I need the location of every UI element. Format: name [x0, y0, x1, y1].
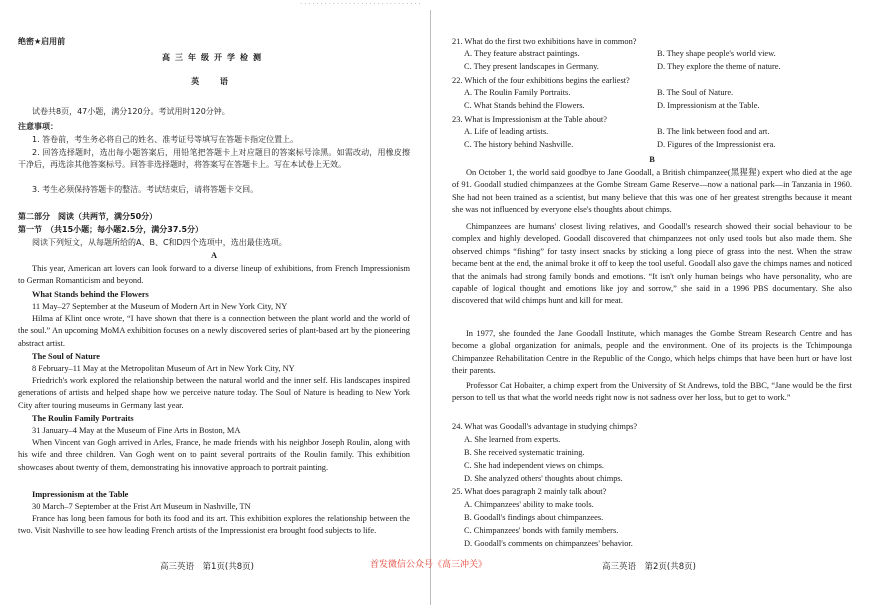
exhibit-2-body: Friedrich's work explored the relationship between the natural world and the inner self. His landscapes inspired generations of artists and helped shape how we perceive nature today. The Soul of Nature is heading to New York City after touring museums in Germany last year. — [18, 376, 410, 410]
note-3: 3. 考生必须保持答题卡的整洁。考试结束后，请将答题卡交回。 — [32, 185, 259, 194]
question-23-option-d: D. Figures of the Impressionist era. — [657, 140, 776, 149]
question-22-option-a: A. The Roulin Family Portraits. — [464, 88, 571, 97]
passage-a-intro: This year, American art lovers can look forward to a diverse lineup of exhibitions, from French Impressionism to German Romanticism and beyond. — [18, 264, 410, 286]
passage-b-paragraph-3: In 1977, she founded the Jane Goodall Institute, which manages the Gombe Stream Research Centre and has become a global organization for animals, people and the environment. One of its projects is the Tchimpounga Chimpanzee Rehabilitation Centre in the Republic of the Congo, which helps chimps that have been hurt or have lost their parents. — [452, 329, 852, 376]
question-23-options-row-2 — [452, 140, 852, 152]
page-2-footer: 高三英语 第2页(共8页) — [602, 562, 696, 572]
passage-b-paragraph-2: Chimpanzees are humans' closest living relatives, and Goodall's research showed their social behaviour to be complex and highly developed. Goodall discovered that chimpanzees not only used tools but also made them. She observed chimps “fishing” for tasty insect snacks by sticking a long piece of grass into the nest. When the straw became bent at the end, the animal broke it off to keep the tool useful. Goodall also gave the chimps names and noticed that the animals had strong family bonds and emotions. “It isn't only human beings who have personality, who are capable of logical thought and emotions like joy and sorrow,” she said in a 1996 PBS documentary. She also discovered that wild chimps hunt and kill for meat. — [452, 222, 852, 306]
question-24-option-a: A. She learned from experts. — [464, 435, 561, 444]
question-21-option-c: C. They present landscapes in Germany. — [464, 62, 599, 71]
exhibit-4-date: 30 March–7 September at the Frist Art Museum in Nashville, TN — [32, 502, 251, 511]
passage-b-paragraph-4: Professor Cat Hobaiter, a chimp expert from the University of St Andrews, told the BBC, “Jane would be the first person to tell us that what the world needs right now is not sadness over her loss, but to get to work.” — [452, 381, 852, 403]
question-24-option-b: B. She received systematic training. — [464, 448, 585, 457]
question-21-options-row-1 — [452, 49, 852, 61]
exhibit-1-heading: What Stands behind the Flowers — [32, 290, 149, 299]
page-divider — [430, 10, 431, 605]
question-22-stem: 22. Which of the four exhibitions begins the earliest? — [452, 76, 630, 85]
section-instruction: 阅读下列短文，从每题所给的A、B、C和D四个选项中，选出最佳选项。 — [32, 238, 287, 247]
passage-a-label: A — [210, 251, 218, 260]
exam-title: 高三年级开学检测 — [162, 53, 266, 62]
question-22-option-d: D. Impressionism at the Table. — [657, 101, 760, 110]
part-heading: 第二部分 阅读（共两节，满分50分） — [18, 212, 158, 221]
question-21-option-b: B. They shape people's world view. — [657, 49, 776, 58]
question-21-stem: 21. What do the first two exhibitions have in common? — [452, 37, 637, 46]
question-22-option-b: B. The Soul of Nature. — [657, 88, 734, 97]
passage-b-paragraph-1: On October 1, the world said goodbye to Jane Goodall, a British chimpanzee(黑猩猩) expert who died at the age of 91. Goodall studied chimpanzees at the Gombe Stream Game Reserve—now a national park—in Tanzania in 1960. She had not been trained as a scientist, but many believe that this was one of her greatest strengths because it meant she was not influenced by everyone else's thoughts about chimps. — [452, 168, 852, 215]
question-24-option-d: D. She analyzed others' thoughts about chimps. — [464, 474, 623, 483]
question-22-options-row-1 — [452, 88, 852, 100]
note-1: 1. 答卷前，考生务必将自己的姓名、准考证号等填写在答题卡指定位置上。 — [32, 135, 299, 144]
question-23-stem: 23. What is Impressionism at the Table about? — [452, 115, 607, 124]
question-21-option-a: A. They feature abstract paintings. — [464, 49, 580, 58]
question-21-options-row-2 — [452, 62, 852, 74]
question-23-option-c: C. The history behind Nashville. — [464, 140, 574, 149]
question-23-options-row-1 — [452, 127, 852, 139]
note-2: 2. 回答选择题时，选出每小题答案后，用铅笔把答题卡上对应题目的答案标号涂黑。如需改动，用橡皮擦干净后，再选涂其他答案标号。回答非选择题时，将答案写在答题卡上。写在本试卷上无效。 — [18, 148, 410, 170]
notes-heading: 注意事项： — [18, 122, 58, 131]
exhibit-3-date: 31 January–4 May at the Museum of Fine Arts in Boston, MA — [32, 426, 241, 435]
exhibit-1-body: Hilma af Klint once wrote, “I have shown that there is a connection between the plant world and the world of the soul.” An upcoming MoMA exhibition focuses on a newly discovered series of plant-based art by the pioneering abstract artist. — [18, 314, 410, 348]
exhibit-3-body: When Vincent van Gogh arrived in Arles, France, he made friends with his neighbor Joseph Roulin, along with his wife and three children. Van Gogh went on to paint several portraits of the Roulin family. This exhibition showcases about twenty of them, demonstrating his innovative approach to portrait painting. — [18, 438, 410, 472]
section-heading: 第一节 （共15小题；每小题2.5分，满分37.5分） — [18, 225, 204, 234]
exhibit-2-heading: The Soul of Nature — [32, 352, 101, 361]
exhibit-2-date: 8 February–11 May at the Metropolitan Museum of Art in New York City, NY — [32, 364, 295, 373]
question-24-stem: 24. What was Goodall's advantage in studying chimps? — [452, 422, 638, 431]
exhibit-4-body: France has long been famous for both its food and its art. This exhibition explores the relationship between the two. Visit Nashville to see how leading French artists of the Impressionist era brought food subjects to life. — [18, 514, 410, 536]
exam-intro: 试卷共8页，47小题，满分120分。考试用时120分钟。 — [32, 107, 230, 116]
question-25-option-c: C. Chimpanzees' bonds with family members. — [464, 526, 619, 535]
page-1-footer: 高三英语 第1页(共8页) — [160, 562, 254, 572]
question-21-option-d: D. They explore the theme of nature. — [657, 62, 781, 71]
exhibit-1-date: 11 May–27 September at the Museum of Modern Art in New York City, NY — [32, 302, 288, 311]
question-25-option-d: D. Goodall's comments on chimpanzees' behavior. — [464, 539, 633, 548]
exhibit-3-heading: The Roulin Family Portraits — [32, 414, 134, 423]
question-24-option-c: C. She had independent views on chimps. — [464, 461, 605, 470]
watermark: 首发微信公众号《高三冲关》 — [370, 560, 488, 570]
question-23-option-a: A. Life of leading artists. — [464, 127, 549, 136]
question-22-option-c: C. What Stands behind the Flowers. — [464, 101, 585, 110]
secret-label: 绝密★启用前 — [18, 37, 66, 46]
exhibit-4-heading: Impressionism at the Table — [32, 490, 129, 499]
question-25-option-b: B. Goodall's findings about chimpanzees. — [464, 513, 604, 522]
question-25-stem: 25. What does paragraph 2 mainly talk about? — [452, 487, 607, 496]
question-23-option-b: B. The link between food and art. — [657, 127, 770, 136]
question-22-options-row-2 — [452, 101, 852, 113]
passage-b-label: B — [649, 155, 655, 164]
question-25-option-a: A. Chimpanzees' ability to make tools. — [464, 500, 594, 509]
exam-subject: 英 语 — [191, 77, 237, 86]
top-scan-mark: · · · · · · · · · · · · · · · · · · · · · · · · · · · · · · — [300, 0, 421, 8]
